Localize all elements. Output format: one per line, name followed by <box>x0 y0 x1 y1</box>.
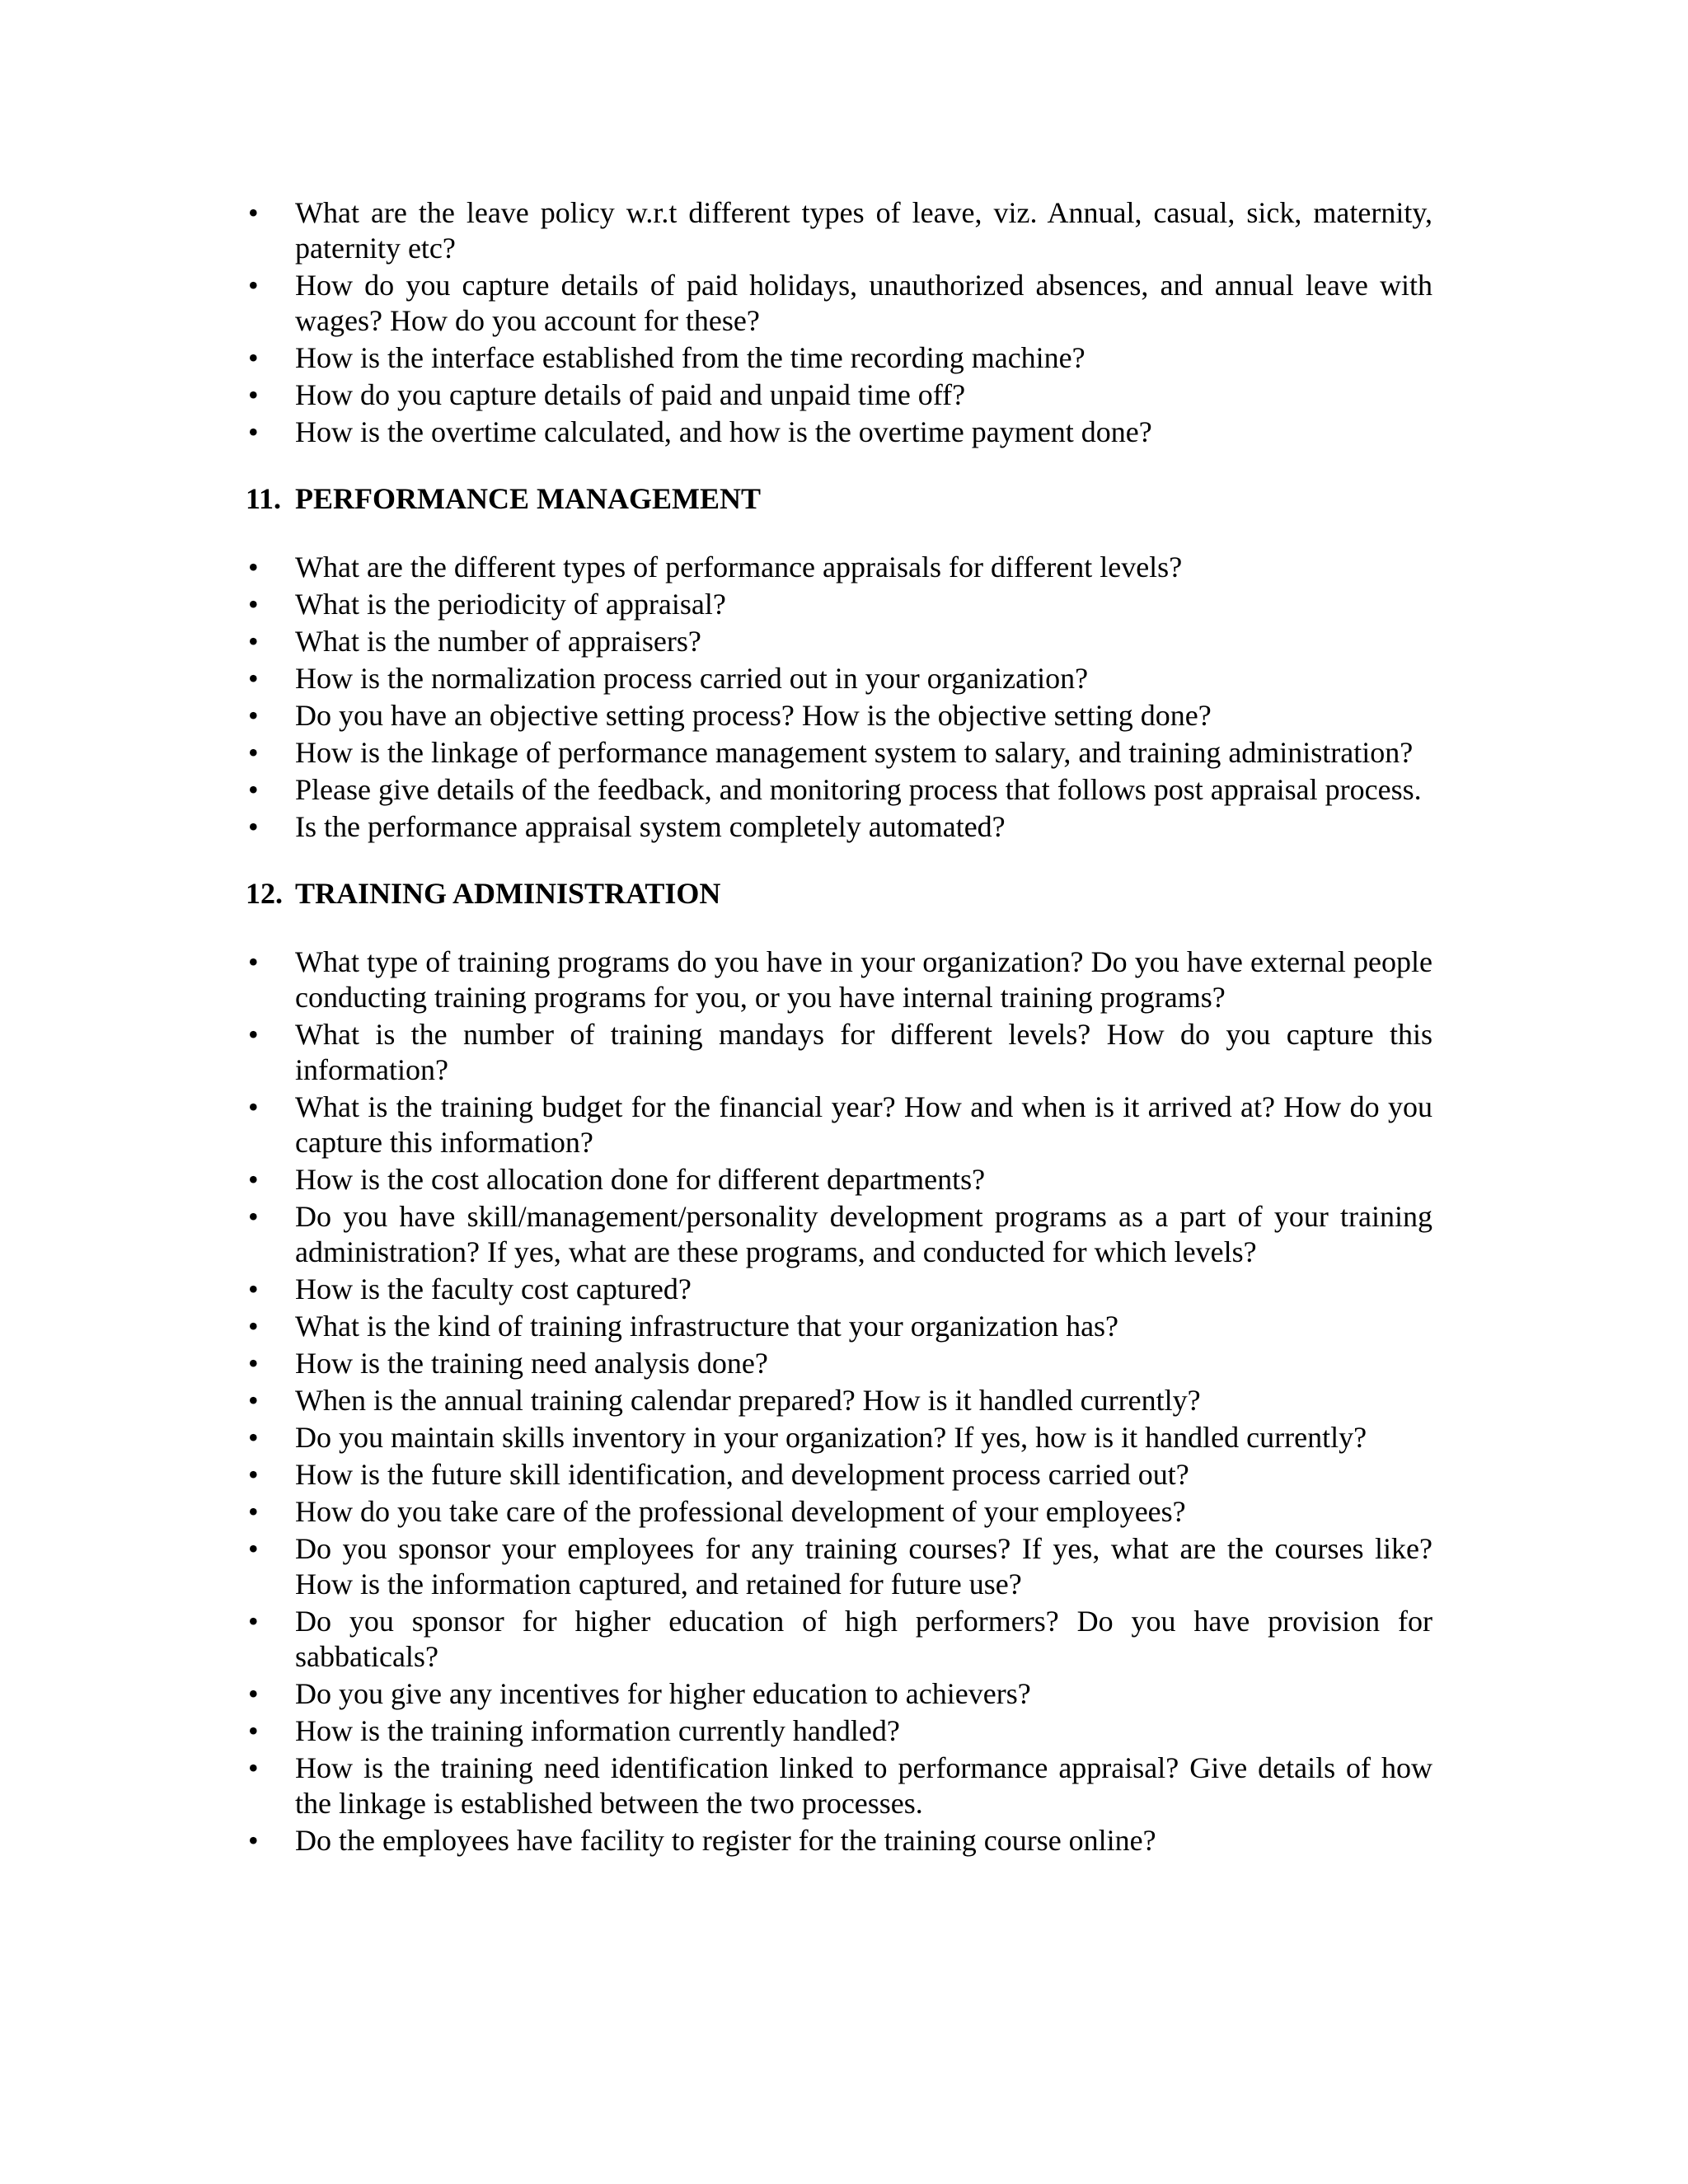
list-item-text: How is the future skill identification, and development process carried out? <box>295 1458 1189 1491</box>
bullet-icon: • <box>248 1163 259 1196</box>
bullet-icon: • <box>248 269 259 302</box>
list-item <box>246 1272 1432 1307</box>
list-item <box>246 340 1432 376</box>
performance-questions-list <box>246 550 1432 845</box>
list-item <box>246 624 1432 659</box>
list-item <box>246 1346 1432 1381</box>
list-item-text: What type of training programs do you have in your organization? Do you have external people conducting training programs for you, or you have internal training programs? <box>295 945 1432 1014</box>
bullet-icon: • <box>248 1090 259 1123</box>
bullet-icon: • <box>248 1421 259 1454</box>
bullet-icon: • <box>248 415 259 448</box>
bullet-icon: • <box>248 810 259 843</box>
list-item-text: Do you give any incentives for higher education to achievers? <box>295 1677 1031 1710</box>
list-item-text: How is the overtime calculated, and how is the overtime payment done? <box>295 415 1152 448</box>
bullet-icon: • <box>248 1677 259 1710</box>
list-item-text: How is the cost allocation done for different departments? <box>295 1163 986 1196</box>
list-item <box>246 1017 1432 1088</box>
bullet-icon: • <box>248 1310 259 1343</box>
list-item-text: How is the training need identification linked to performance appraisal? Give details of how the linkage is established between the two processes. <box>295 1751 1432 1820</box>
list-item <box>246 809 1432 845</box>
list-item <box>246 735 1432 771</box>
training-questions-list <box>246 944 1432 1858</box>
list-item <box>246 661 1432 696</box>
list-item <box>246 1199 1432 1270</box>
list-item <box>246 1604 1432 1675</box>
list-item <box>246 1713 1432 1749</box>
bullet-icon: • <box>248 736 259 769</box>
list-item-text: When is the annual training calendar prepared? How is it handled currently? <box>295 1384 1201 1417</box>
list-item <box>246 195 1432 266</box>
bullet-icon: • <box>248 1495 259 1528</box>
list-item-text: Do you have an objective setting process? How is the objective setting done? <box>295 699 1212 732</box>
list-item-text: How do you capture details of paid holidays, unauthorized absences, and annual leave with wages? How do you account for these? <box>295 269 1432 337</box>
bullet-icon: • <box>248 662 259 695</box>
list-item <box>246 1383 1432 1418</box>
list-item-text: How do you capture details of paid and unpaid time off? <box>295 378 966 411</box>
document-page <box>246 195 1432 1860</box>
bullet-icon: • <box>248 1824 259 1857</box>
list-item <box>246 1531 1432 1602</box>
list-item-text: What is the number of training mandays for different levels? How do you capture this information? <box>295 1018 1432 1086</box>
bullet-icon: • <box>248 1532 259 1565</box>
list-item <box>246 1420 1432 1455</box>
bullet-icon: • <box>248 588 259 621</box>
list-item-text: What are the leave policy w.r.t different types of leave, viz. Annual, casual, sick, maternity, paternity etc? <box>295 196 1432 265</box>
bullet-icon: • <box>248 196 259 229</box>
list-item <box>246 268 1432 339</box>
list-item <box>246 1823 1432 1858</box>
bullet-icon: • <box>248 1200 259 1233</box>
bullet-icon: • <box>248 625 259 658</box>
list-item-text: How is the faculty cost captured? <box>295 1272 692 1305</box>
section-number: 12. <box>246 877 283 910</box>
bullet-icon: • <box>248 1458 259 1491</box>
list-item <box>246 772 1432 808</box>
list-item-text: What is the number of appraisers? <box>295 625 701 658</box>
list-item-text: What is the kind of training infrastructure that your organization has? <box>295 1310 1119 1343</box>
list-item-text: How is the interface established from the time recording machine? <box>295 341 1085 374</box>
list-item-text: Is the performance appraisal system completely automated? <box>295 810 1006 843</box>
list-item-text: How is the normalization process carried out in your organization? <box>295 662 1089 695</box>
bullet-icon: • <box>248 945 259 978</box>
list-item <box>246 1090 1432 1160</box>
list-item-text: Do you sponsor your employees for any training courses? If yes, what are the courses like? How is the information captured, and retained for future use? <box>295 1532 1432 1601</box>
section-title: PERFORMANCE MANAGEMENT <box>295 482 761 515</box>
section-heading-training-administration <box>246 876 1432 912</box>
list-item <box>246 1162 1432 1197</box>
list-item <box>246 550 1432 585</box>
bullet-icon: • <box>248 1751 259 1784</box>
bullet-icon: • <box>248 551 259 583</box>
list-item <box>246 587 1432 622</box>
list-item <box>246 1309 1432 1344</box>
section-title: TRAINING ADMINISTRATION <box>295 877 721 910</box>
list-item-text: Please give details of the feedback, and monitoring process that follows post appraisal process. <box>295 773 1422 806</box>
section-number: 11. <box>246 482 282 515</box>
bullet-icon: • <box>248 699 259 732</box>
bullet-icon: • <box>248 1272 259 1305</box>
list-item-text: What are the different types of performance appraisals for different levels? <box>295 551 1183 583</box>
list-item <box>246 1676 1432 1712</box>
list-item <box>246 1457 1432 1493</box>
leave-questions-list <box>246 195 1432 450</box>
list-item <box>246 698 1432 733</box>
list-item-text: How is the training need analysis done? <box>295 1347 768 1380</box>
list-item <box>246 1750 1432 1821</box>
bullet-icon: • <box>248 1605 259 1638</box>
bullet-icon: • <box>248 341 259 374</box>
bullet-icon: • <box>248 1714 259 1747</box>
bullet-icon: • <box>248 1018 259 1051</box>
list-item-text: How is the linkage of performance management system to salary, and training administration? <box>295 736 1414 769</box>
bullet-icon: • <box>248 1384 259 1417</box>
list-item-text: Do the employees have facility to register for the training course online? <box>295 1824 1156 1857</box>
bullet-icon: • <box>248 378 259 411</box>
list-item-text: Do you sponsor for higher education of high performers? Do you have provision for sabbaticals? <box>295 1605 1432 1673</box>
list-item-text: What is the periodicity of appraisal? <box>295 588 726 621</box>
bullet-icon: • <box>248 773 259 806</box>
list-item-text: Do you have skill/management/personality development programs as a part of your training administration? If yes, what are these programs, and conducted for which levels? <box>295 1200 1432 1268</box>
list-item-text: How do you take care of the professional development of your employees? <box>295 1495 1186 1528</box>
list-item <box>246 944 1432 1015</box>
list-item <box>246 415 1432 450</box>
list-item-text: What is the training budget for the financial year? How and when is it arrived at? How do you capture this information? <box>295 1090 1432 1159</box>
list-item <box>246 377 1432 413</box>
bullet-icon: • <box>248 1347 259 1380</box>
section-heading-performance-management <box>246 481 1432 517</box>
list-item <box>246 1494 1432 1530</box>
list-item-text: Do you maintain skills inventory in your organization? If yes, how is it handled currently? <box>295 1421 1367 1454</box>
list-item-text: How is the training information currently handled? <box>295 1714 900 1747</box>
